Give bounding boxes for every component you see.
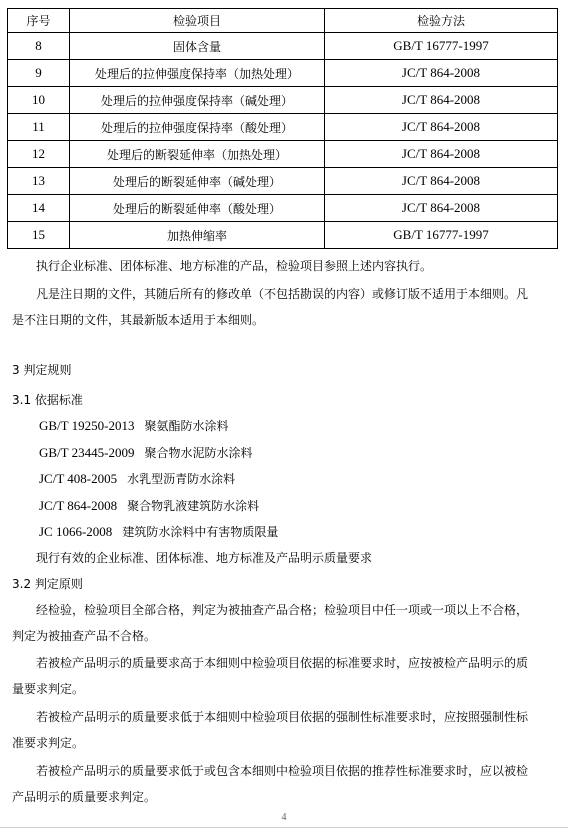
- row-item: 加热伸缩率: [70, 222, 325, 249]
- rule-1-line2: 判定为被抽查产品不合格。: [12, 629, 157, 643]
- row-item: 固体含量: [70, 33, 325, 60]
- standard-name: 建筑防水涂料中有害物质限量: [122, 525, 279, 539]
- inspection-method-table: [7, 8, 558, 249]
- table-row: [8, 195, 558, 222]
- row-no: 8: [8, 33, 70, 60]
- rule-3-line1: 若被检产品明示的质量要求低于本细则中检验项目依据的强制性标准要求时，应按照强制性标: [36, 710, 529, 724]
- table-row: [8, 141, 558, 168]
- standard-item: [39, 413, 228, 439]
- row-method: JC/T 864-2008: [325, 195, 558, 222]
- footer-divider: [0, 827, 568, 828]
- table-row: [8, 114, 558, 141]
- row-item: 处理后的拉伸强度保持率（加热处理）: [70, 60, 325, 87]
- standard-code: GB/T 23445-2009: [39, 445, 135, 460]
- row-item: 处理后的拉伸强度保持率（碱处理）: [70, 87, 325, 114]
- paragraph-dated-docs-line1: 凡是注日期的文件，其随后所有的修改单（不包括勘误的内容）或修订版不适用于本细则。凡: [36, 287, 529, 301]
- row-no: 10: [8, 87, 70, 114]
- row-method: GB/T 16777-1997: [325, 222, 558, 249]
- paragraph-execution-note: 执行企业标准、团体标准、地方标准的产品，检验项目参照上述内容执行。: [36, 259, 433, 273]
- row-no: 15: [8, 222, 70, 249]
- standard-code: JC/T 408-2005: [39, 471, 118, 486]
- rule-3-line2: 准要求判定。: [12, 736, 85, 750]
- standard-code: JC/T 864-2008: [39, 498, 118, 513]
- table-row: [8, 168, 558, 195]
- standard-name: 水乳型沥青防水涂料: [127, 472, 236, 486]
- standard-item: [39, 519, 278, 545]
- standard-name: 聚氨酯防水涂料: [144, 419, 229, 433]
- standard-name: 聚合物水泥防水涂料: [144, 446, 253, 460]
- table-row: [8, 60, 558, 87]
- row-item: 处理后的断裂延伸率（碱处理）: [70, 168, 325, 195]
- row-item: 处理后的断裂延伸率（加热处理）: [70, 141, 325, 168]
- row-no: 12: [8, 141, 70, 168]
- row-method: JC/T 864-2008: [325, 87, 558, 114]
- header-method: 检验方法: [325, 9, 558, 33]
- row-item: 处理后的拉伸强度保持率（酸处理）: [70, 114, 325, 141]
- paragraph-dated-docs-line2: 是不注日期的文件，其最新版本适用于本细则。: [12, 313, 265, 327]
- row-no: 13: [8, 168, 70, 195]
- row-no: 14: [8, 195, 70, 222]
- header-no: 序号: [8, 9, 70, 33]
- standard-item: [39, 440, 252, 466]
- rule-2-line2: 量要求判定。: [12, 682, 85, 696]
- table-row: [8, 222, 558, 249]
- row-method: JC/T 864-2008: [325, 114, 558, 141]
- paragraph-standards-note: 现行有效的企业标准、团体标准、地方标准及产品明示质量要求: [36, 551, 373, 565]
- standard-code: JC 1066-2008: [39, 524, 113, 539]
- table-row: [8, 33, 558, 60]
- table-row: [8, 87, 558, 114]
- rule-4-line1: 若被检产品明示的质量要求低于或包含本细则中检验项目依据的推荐性标准要求时，应以被检: [36, 764, 529, 778]
- standard-item: [39, 466, 235, 492]
- section-heading-judgement-rules: 3 判定规则: [12, 363, 72, 377]
- row-method: JC/T 864-2008: [325, 141, 558, 168]
- row-method: JC/T 864-2008: [325, 60, 558, 87]
- standard-name: 聚合物乳液建筑防水涂料: [127, 499, 260, 513]
- rule-1-line1: 经检验，检验项目全部合格，判定为被抽查产品合格；检验项目中任一项或一项以上不合格，: [36, 603, 529, 617]
- standard-item: [39, 493, 259, 519]
- subsection-basis-standards: 3.1 依据标准: [12, 393, 83, 407]
- header-item: 检验项目: [70, 9, 325, 33]
- rule-4-line2: 产品明示的质量要求判定。: [12, 790, 157, 804]
- row-method: JC/T 864-2008: [325, 168, 558, 195]
- row-no: 11: [8, 114, 70, 141]
- row-method: GB/T 16777-1997: [325, 33, 558, 60]
- standard-code: GB/T 19250-2013: [39, 418, 135, 433]
- row-item: 处理后的断裂延伸率（酸处理）: [70, 195, 325, 222]
- row-no: 9: [8, 60, 70, 87]
- page-number: 4: [281, 812, 287, 823]
- table-header-row: [8, 9, 558, 33]
- subsection-judgement-principles: 3.2 判定原则: [12, 577, 83, 591]
- rule-2-line1: 若被检产品明示的质量要求高于本细则中检验项目依据的标准要求时，应按被检产品明示的质: [36, 656, 529, 670]
